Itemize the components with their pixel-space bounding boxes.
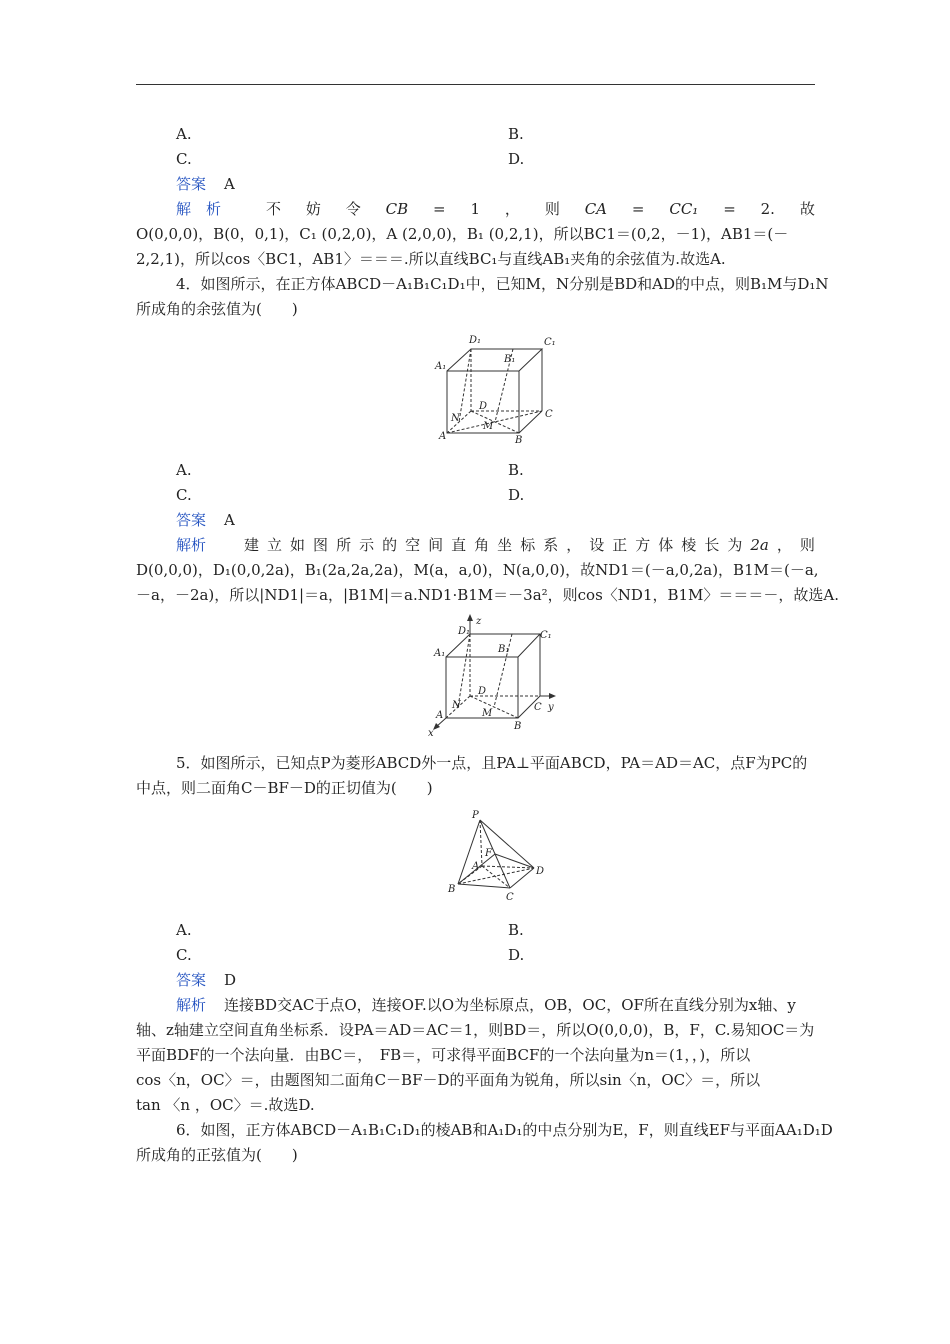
edge-pa: [480, 820, 482, 866]
word: 为: [727, 536, 743, 554]
segment-d1n: [458, 634, 470, 707]
q4-analysis-line-2: D(0,0,0)，D₁(0,0,2a)，B₁(2a,2a,2a)，M(a，a,0)，N(a,0,0)，故ND1＝(－a,0,2a)，B1M＝(－a,: [136, 561, 819, 579]
word: 2.: [760, 200, 775, 218]
q3-options-row-2: [136, 149, 815, 171]
label-z: z: [476, 616, 482, 627]
word: =: [723, 200, 736, 218]
analysis-label: 解 析: [176, 200, 222, 218]
q6-text-line-2: 所成角的正弦值为( ): [136, 1146, 298, 1164]
q5-analysis-line-1: [176, 995, 815, 1017]
word: 角: [474, 536, 490, 554]
label-f: F: [485, 848, 492, 859]
word: 所: [336, 536, 352, 554]
q4-text-line-2: 所成角的余弦值为( ): [136, 300, 298, 318]
option-a: A.: [176, 921, 192, 939]
label-d: D: [478, 686, 487, 697]
word: 坐: [497, 536, 513, 554]
edge-pd: [480, 820, 534, 868]
answer-label: 答案: [176, 971, 207, 989]
word: 故: [799, 200, 815, 218]
label-b1: B₁: [498, 644, 510, 655]
label-c1: C₁: [544, 337, 556, 348]
word: 系: [543, 536, 559, 554]
q4-analysis-line-3: －a，－2a)，所以|ND1|＝a，|B1M|＝a.ND1·B1M＝－3a²，则cos〈ND1，B1M〉＝＝＝－，故选A.: [136, 586, 840, 604]
edge-bc: [458, 884, 510, 888]
edge-ad: [482, 866, 534, 868]
q5-text-line-1: 5．如图所示，已知点P为菱形ABCD外一点，且PA⊥平面ABCD，PA＝AD＝AC，点F为PC的: [176, 754, 808, 772]
word: 空: [405, 536, 421, 554]
cube-bottom-right-edge: [519, 411, 542, 433]
label-c: C: [534, 702, 542, 713]
word: 如: [290, 536, 306, 554]
word: 体: [658, 536, 674, 554]
label-b: B: [514, 721, 522, 732]
answer-label: 答案: [176, 511, 207, 529]
word: CA: [584, 200, 608, 218]
label-n: N: [451, 413, 460, 424]
q5-text-line-2: 中点，则二面角C－BF－D的正切值为( ): [136, 779, 433, 797]
word: 2a: [750, 536, 769, 554]
label-n: N: [452, 700, 461, 711]
word: ，: [504, 200, 520, 218]
word: 间: [428, 536, 444, 554]
word: ，: [776, 536, 792, 554]
q4-answer: [176, 510, 815, 532]
q5-analysis-line-4: cos〈n，OC〉＝，由题图知二面角C－BF－D的平面角为锐角，所以sin〈n，OC〉＝，所以: [136, 1071, 761, 1089]
diagonal-bd: [470, 696, 518, 718]
analysis-text: 连接BD交AC于点O，连接OF.以O为坐标原点，OB，OC，OF所在直线分别为x轴、y: [224, 996, 796, 1014]
word: 正: [612, 536, 628, 554]
label-a: A: [439, 431, 447, 442]
pyramid-figure: [440, 808, 550, 908]
word: CC₁: [669, 200, 699, 218]
q3-analysis-line-2: O(0,0,0)，B(0，0,1)，C₁ (0,2,0)，A (2,0,0)，B₁ (0,2,1)，所以BC1＝(0,2，－1)，AB1＝(－: [136, 225, 789, 243]
q5-answer: [176, 970, 815, 992]
word: 图: [313, 536, 329, 554]
q3-options-row-1: [136, 124, 815, 146]
q3-analysis-line-1: [176, 199, 815, 221]
q4-options-row-2: [136, 485, 815, 507]
q4-text-line-1: 4．如图所示，在正方体ABCD－A₁B₁C₁D₁中，已知M，N分别是BD和AD的中点，则B₁M与D₁N: [176, 275, 829, 293]
label-c: C: [545, 409, 553, 420]
option-d: D.: [508, 486, 525, 504]
answer-value: A: [224, 511, 235, 529]
label-y: y: [548, 702, 554, 713]
word: 的: [382, 536, 398, 554]
word: 妨: [305, 200, 321, 218]
word: 标: [520, 536, 536, 554]
analysis-line-1-words: [244, 535, 815, 557]
word: 立: [267, 536, 283, 554]
label-x: x: [428, 728, 434, 737]
word: =: [631, 200, 645, 218]
label-a: A: [436, 710, 444, 721]
word: 令: [345, 200, 361, 218]
word: 直: [451, 536, 467, 554]
answer-value: A: [224, 175, 235, 193]
q3-analysis-line-3: 2,2,1)，所以cos〈BC1，AB1〉＝＝＝.所以直线BC₁与直线AB₁夹角的余弦值为.故选A.: [136, 250, 726, 268]
label-b1: B₁: [504, 354, 516, 365]
edge-pb: [458, 820, 480, 884]
word: 建: [244, 536, 260, 554]
analysis-label: 解析: [176, 536, 207, 554]
label-d: D: [536, 866, 545, 877]
word: 示: [359, 536, 375, 554]
label-d: D: [479, 401, 488, 412]
answer-value: D: [224, 971, 237, 989]
word: 棱: [681, 536, 697, 554]
option-a: A.: [176, 461, 192, 479]
word: 方: [635, 536, 651, 554]
option-a: A.: [176, 125, 192, 143]
word: 不: [266, 200, 282, 218]
option-c: C.: [176, 946, 192, 964]
label-c: C: [506, 892, 514, 903]
label-p: P: [472, 810, 479, 821]
option-b: B.: [508, 125, 524, 143]
segment-d1n: [459, 349, 471, 422]
q6-text-line-1: 6．如图，正方体ABCD－A₁B₁C₁D₁的棱AB和A₁D₁的中点分别为E，F，则直线EF与平面AA₁D₁D: [176, 1121, 833, 1139]
cube-figure-2: [422, 612, 562, 737]
label-b: B: [448, 884, 456, 895]
q5-options-row-1: [136, 920, 815, 942]
q4-options-row-1: [136, 460, 815, 482]
word: 1: [470, 200, 481, 218]
edge-ac: [482, 866, 510, 888]
option-b: B.: [508, 461, 524, 479]
cube-top-edges: [446, 634, 540, 657]
y-arrow: [549, 693, 556, 699]
analysis-label: 解析: [176, 996, 207, 1014]
diagonal-bd: [471, 411, 519, 433]
q5-analysis-line-3: 平面BDF的一个法向量．由BC＝， FB＝，可求得平面BCF的一个法向量为n＝(1，，)，所以: [136, 1046, 751, 1064]
label-d1: D₁: [469, 335, 482, 346]
q5-analysis-line-5: tan 〈n ，OC〉＝.故选D.: [136, 1096, 315, 1114]
word: CB: [385, 200, 409, 218]
q4-analysis-line-1: [176, 535, 815, 557]
word: 长: [704, 536, 720, 554]
label-d1: D₁: [458, 626, 471, 637]
word: 设: [589, 536, 605, 554]
cube-top-edges: [447, 349, 542, 371]
option-c: C.: [176, 150, 192, 168]
edge-fd: [495, 854, 534, 868]
label-a1: A₁: [434, 648, 446, 659]
label-m: M: [482, 708, 493, 719]
header-rule: [136, 84, 815, 85]
label-b: B: [515, 435, 523, 446]
cube-figure-1: [425, 325, 560, 450]
q3-answer: [176, 174, 815, 196]
label-c1: C₁: [540, 630, 552, 641]
label-m: M: [483, 421, 494, 432]
z-arrow: [467, 614, 473, 621]
option-d: D.: [508, 150, 525, 168]
word: ，: [566, 536, 582, 554]
q5-options-row-2: [136, 945, 815, 967]
option-d: D.: [508, 946, 525, 964]
label-a: A: [472, 861, 480, 872]
answer-label: 答案: [176, 175, 207, 193]
word: 则: [799, 536, 815, 554]
option-b: B.: [508, 921, 524, 939]
q5-analysis-line-2: 轴、z轴建立空间直角坐标系．设PA＝AD＝AC＝1，则BD＝，所以O(0,0,0)，B，F，C.易知OC＝为: [136, 1021, 815, 1039]
label-a1: A₁: [435, 361, 447, 372]
analysis-line-1-words: [266, 199, 815, 221]
word: =: [433, 200, 446, 218]
option-c: C.: [176, 486, 192, 504]
word: 则: [544, 200, 560, 218]
